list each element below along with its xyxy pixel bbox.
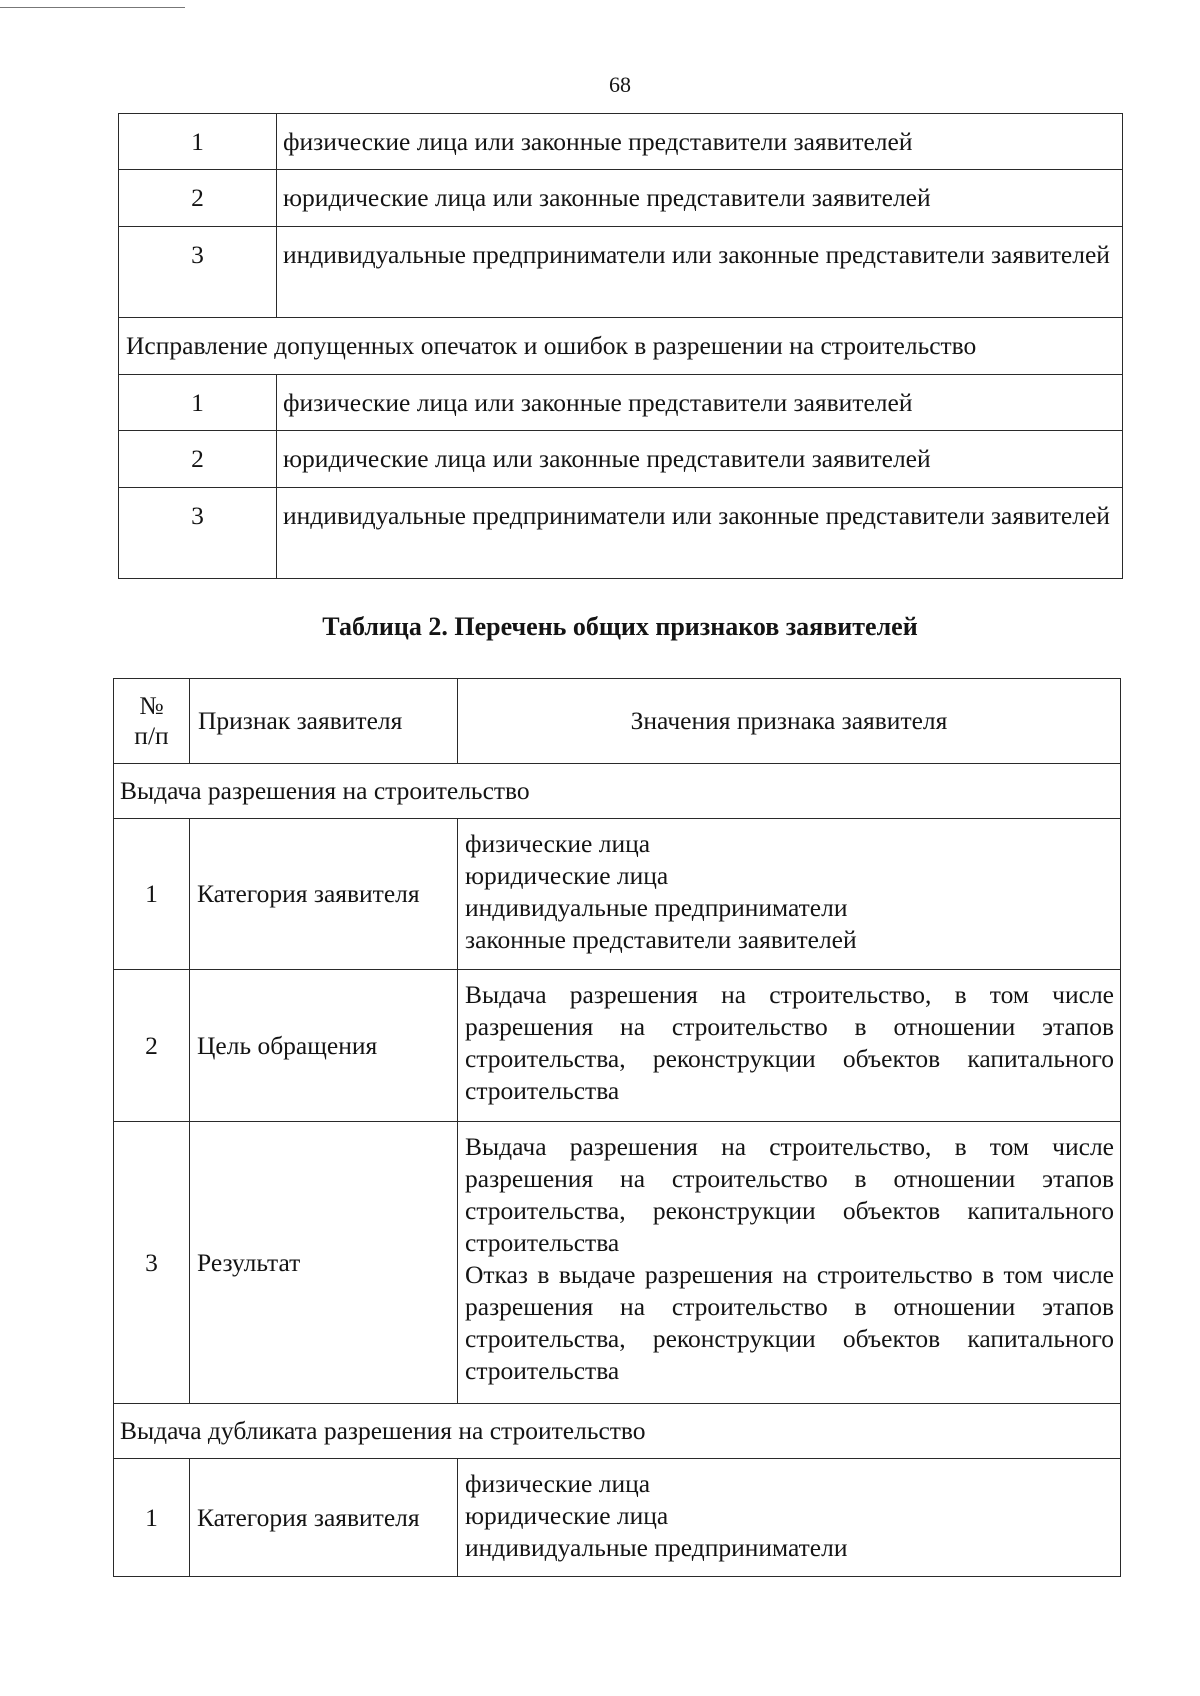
table-row xyxy=(114,1122,1121,1404)
header-sign: Признак заявителя xyxy=(190,679,458,764)
table-row xyxy=(114,819,1121,970)
value-item: физические лица xyxy=(465,829,651,858)
row-text: индивидуальные предприниматели или законные представители заявителей xyxy=(277,488,1123,579)
row-sign: Результат xyxy=(190,1122,458,1404)
header-number-symbol: № xyxy=(139,691,164,720)
section-title: Выдача дубликата разрешения на строительство xyxy=(114,1404,1121,1459)
header-values: Значения признака заявителя xyxy=(458,679,1121,764)
value-item: индивидуальные предприниматели xyxy=(465,1533,848,1562)
section-row xyxy=(114,1404,1121,1459)
row-number: 1 xyxy=(114,1459,190,1577)
row-number: 2 xyxy=(119,431,277,488)
result-granted: Выдача разрешения на строительство, в том числе разрешения на строительство в отношении этапов строительства, реконструкции объектов капитального строительства xyxy=(465,1132,1114,1257)
row-number: 2 xyxy=(119,170,277,227)
table-header-row xyxy=(114,679,1121,764)
table-row xyxy=(119,431,1123,488)
section-row xyxy=(119,318,1123,375)
value-item: юридические лица xyxy=(465,1501,669,1530)
value-item: юридические лица xyxy=(465,861,669,890)
section-row xyxy=(114,764,1121,819)
section-title: Исправление допущенных опечаток и ошибок в разрешении на строительство xyxy=(119,318,1123,375)
row-number: 3 xyxy=(119,227,277,318)
section-title: Выдача разрешения на строительство xyxy=(114,764,1121,819)
table-row xyxy=(119,375,1123,431)
row-number: 1 xyxy=(119,375,277,431)
row-sign: Цель обращения xyxy=(190,970,458,1122)
row-text: физические лица или законные представители заявителей xyxy=(277,114,1123,170)
row-text: индивидуальные предприниматели или законные представители заявителей xyxy=(277,227,1123,318)
row-text: физические лица или законные представители заявителей xyxy=(277,375,1123,431)
applicants-table-continuation xyxy=(118,113,1123,579)
common-applicant-signs-table xyxy=(113,678,1121,1577)
table-row xyxy=(119,488,1123,579)
row-values xyxy=(458,1459,1121,1577)
row-values xyxy=(458,1122,1121,1404)
row-text: юридические лица или законные представители заявителей xyxy=(277,431,1123,488)
value-item: индивидуальные предприниматели xyxy=(465,893,848,922)
row-text: юридические лица или законные представители заявителей xyxy=(277,170,1123,227)
row-number: 1 xyxy=(114,819,190,970)
table-row xyxy=(119,227,1123,318)
table-row xyxy=(114,1459,1121,1577)
table-row xyxy=(119,170,1123,227)
scan-edge-mark xyxy=(0,7,185,8)
row-sign: Категория заявителя xyxy=(190,1459,458,1577)
value-item: законные представители заявителей xyxy=(465,925,857,954)
row-number: 3 xyxy=(114,1122,190,1404)
row-number: 3 xyxy=(119,488,277,579)
result-refused: Отказ в выдаче разрешения на строительство в том числе разрешения на строительство в отношении этапов строительства, реконструкции объектов капитального строительства xyxy=(465,1260,1114,1385)
table-caption: Таблица 2. Перечень общих признаков заявителей xyxy=(322,612,918,641)
header-number-abbr: п/п xyxy=(134,721,169,750)
table-row xyxy=(119,114,1123,170)
page-number: 68 xyxy=(609,72,631,97)
header-number xyxy=(114,679,190,764)
row-number: 1 xyxy=(119,114,277,170)
value-item: физические лица xyxy=(465,1469,651,1498)
row-sign: Категория заявителя xyxy=(190,819,458,970)
row-values: Выдача разрешения на строительство, в том числе разрешения на строительство в отношении этапов строительства, реконструкции объектов капитального строительства xyxy=(458,970,1121,1122)
row-number: 2 xyxy=(114,970,190,1122)
row-values xyxy=(458,819,1121,970)
table-row xyxy=(114,970,1121,1122)
